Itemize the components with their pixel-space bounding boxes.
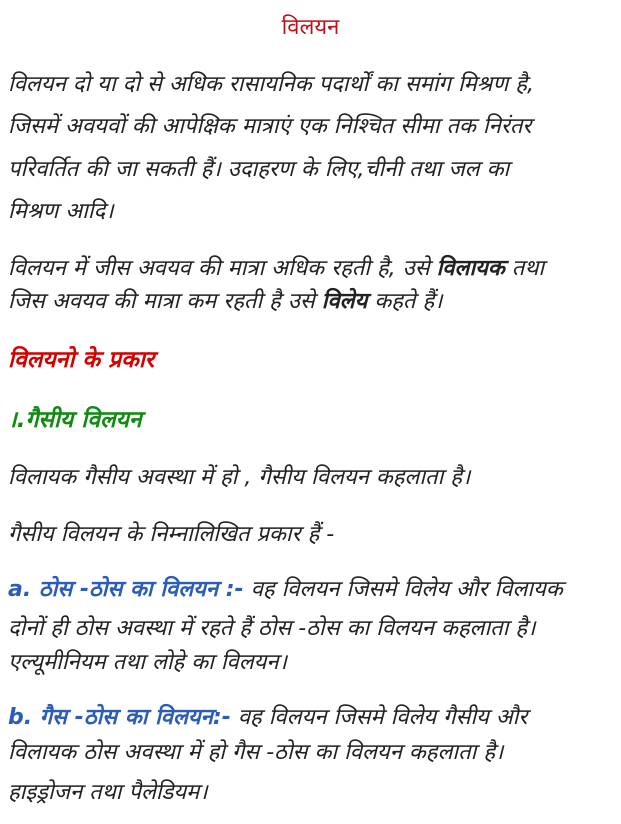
intro-line: जिसमें अवयवों की आपेक्षिक मात्राएं एक निश्चित सीमा तक निरंतर bbox=[8, 114, 532, 139]
gaseous-line: गैसीय विलयन के निम्नालिखित प्रकार हैं - bbox=[8, 522, 335, 547]
text: वह विलयन जिसमे विलेय और विलायक bbox=[250, 577, 563, 602]
intro-line: परिवर्तित की जा सकती हैं। उदाहरण के लिए,चीनी तथा जल का bbox=[8, 157, 510, 182]
page-title: विलयन bbox=[281, 15, 340, 40]
item-b-line bbox=[8, 703, 527, 733]
gaseous-heading: ।.गैसीय विलयन bbox=[8, 407, 142, 433]
text: कहते हैं। bbox=[374, 289, 443, 314]
definition-line bbox=[8, 287, 443, 317]
intro-line: मिश्रण आदि। bbox=[8, 199, 114, 224]
item-a-line bbox=[8, 575, 563, 605]
item-b-line: हाइड्रोजन तथा पैलेडियम। bbox=[8, 780, 208, 805]
intro-line: विलयन दो या दो से अधिक रासायनिक पदार्थों का समांग मिश्रण है, bbox=[8, 72, 534, 97]
term-solvent: विलायक bbox=[436, 256, 505, 281]
text: विलयन में जीस अवयव की मात्रा अधिक रहती है, उसे bbox=[8, 256, 430, 281]
text: जिस अवयव की मात्रा कम रहती है उसे bbox=[8, 289, 315, 314]
item-a-label: a. ठोस -ठोस का विलयन :- bbox=[8, 577, 244, 602]
item-b-line: विलायक ठोस अवस्था में हो गैस -ठोस का विलयन कहलाता है। bbox=[8, 740, 504, 765]
item-a-line: दोनों ही ठोस अवस्था में रहते हैं ठोस -ठोस का विलयन कहलाता है। bbox=[8, 616, 536, 641]
term-solute: विलेय bbox=[321, 289, 368, 314]
gaseous-line: विलायक गैसीय अवस्था में हो , गैसीय विलयन कहलाता है। bbox=[8, 465, 471, 490]
types-heading: विलयनो के प्रकार bbox=[8, 347, 155, 373]
text: वह विलयन जिसमे विलेय गैसीय और bbox=[237, 705, 528, 730]
item-b-label: b. गैस -ठोस का विलयन:- bbox=[8, 705, 231, 730]
text: तथा bbox=[511, 256, 545, 281]
definition-line bbox=[8, 254, 544, 284]
item-a-line: एल्यूमीनियम तथा लोहे का विलयन। bbox=[8, 650, 287, 675]
